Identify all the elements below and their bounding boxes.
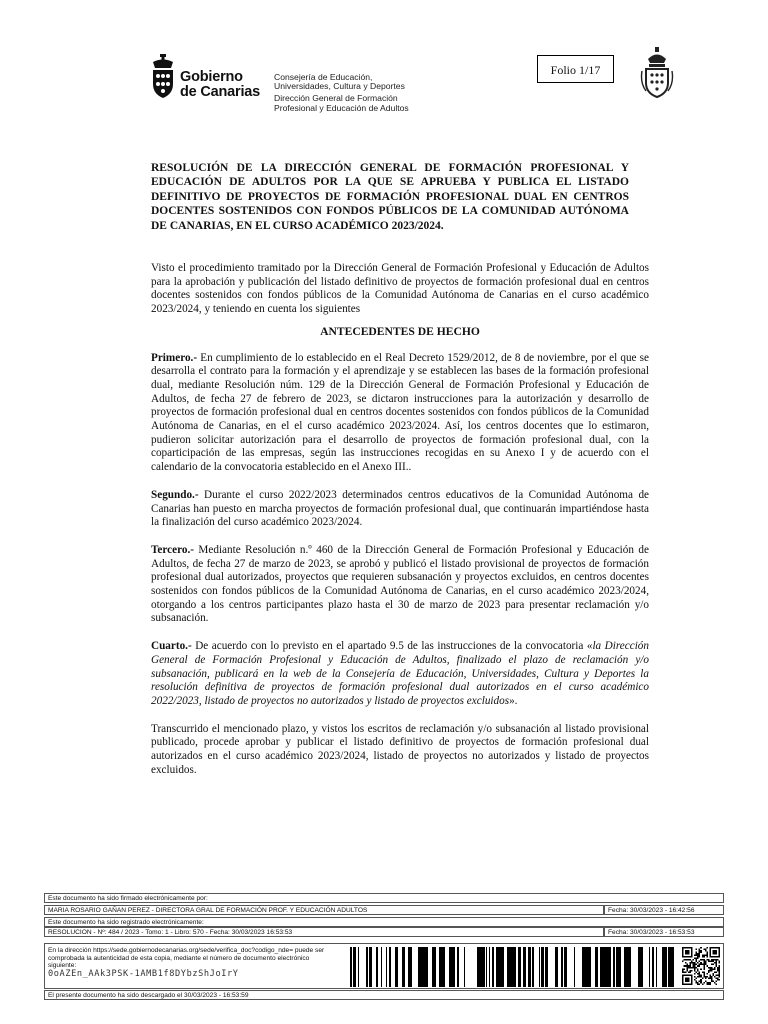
segundo-lead: Segundo.- (151, 488, 199, 501)
canarias-coat-of-arms-icon (640, 47, 674, 99)
tercero-text: Mediante Resolución n.º 460 de la Dirección General de Formación Profesional y Educación de Adultos, de fecha 27 de marzo de 2023, se aprobó y publicó el listado provisional de proyectos de formación profesional dual autorizados, proyectos que requieren subsanación y proyectos excluidos, en centros docentes sostenidos con fondos públicos de la Comunidad Autónoma de Canarias, en el curso académico 2023/2024, otorgando a los centros participantes plazo hasta el 30 de marzo de 2023 para presentar reclamación y/o subsanación. (151, 543, 649, 625)
government-name-line2: de Canarias (180, 84, 261, 100)
ministry-line2: Universidades, Cultura y Deportes (274, 81, 405, 92)
ministry-block (274, 73, 409, 113)
verification-code: 0oAZEn_AAk3PSK-1AMB1f8DYbzShJoIrY (48, 969, 239, 979)
download-note: El presente documento ha sido descargado el 30/03/2023 - 16:53:59 (44, 990, 724, 1000)
intro-paragraph: Visto el procedimiento tramitado por la Dirección General de Formación Profesional y Educación de Adultos para la aprobación y publicación del listado definitivo de proyectos de formación profesional dual en centros docentes sostenidos con fondos públicos de la Comunidad Autónoma de Canarias en el curso académico 2023/2024, y teniendo en cuenta los siguientes (151, 262, 649, 316)
primero-text: En cumplimiento de lo establecido en el Real Decreto 1529/2012, de 8 de noviembre, por el que se desarrolla el contrato para la formación y el aprendizaje y se establecen las bases de la formación profesional dual, mediante Resolución núm. 129 de la Dirección General de Formación Profesional y Educación de Adultos, de fecha 27 de febrero de 2023, se dictaron instrucciones para la autorización y desarrollo de proyectos de formación profesional dual en centros docentes sostenidos con fondos públicos de la Comunidad Autónoma de Canarias, en el el curso académico 2023/2024. Así, los centros docentes que lo estimaron, pudieron solicitar autorización para el desarrollo de proyectos de formación profesional dual, con la coparticipación de las empresas, según las instrucciones recogidas en su Anexo I y de acuerdo con el calendario de la convocatoria establecido en el Anexo III.. (151, 351, 649, 474)
registered-label: Este documento ha sido registrado electrónicamente: (44, 917, 724, 927)
paragraph-tercero (151, 544, 649, 626)
ministry-line1: Consejería de Educación, (274, 72, 373, 82)
document-body (151, 262, 649, 792)
gobierno-canarias-logo-icon (150, 54, 176, 100)
cuarto-text: De acuerdo con lo previsto en el apartado 9.5 de las instrucciones de la convocatoria « (191, 640, 593, 653)
government-name-line1: Gobierno (180, 69, 243, 85)
section-heading: ANTECEDENTES DE HECHO (320, 324, 480, 338)
segundo-text: Durante el curso 2022/2023 determinados centros educativos de la Comunidad Autónoma de Canarias han puesto en marcha proyectos de formación profesional dual, que continuarán impartiéndose hasta la finalización del curso académico 2023/2024. (151, 488, 649, 529)
tercero-lead: Tercero.- (151, 543, 194, 556)
paragraph-segundo (151, 489, 649, 530)
signature-footer (44, 893, 724, 1000)
qr-code-icon (682, 947, 720, 985)
cuarto-close: ». (509, 694, 518, 707)
closing-paragraph: Transcurrido el mencionado plazo, y vistos los escritos de reclamación y/o subsanación al listado provisional publicado, procede aprobar y publicar el listado definitivo de proyectos de formación profesional dual autorizados en el curso académico 2023/2024, listado de proyectos no autorizados y listado de proyectos excluidos. (151, 722, 649, 776)
government-name (180, 70, 260, 100)
registry-entry: RESOLUCION - Nº: 484 / 2023 - Tomo: 1 - Libro: 570 - Fecha: 30/03/2023 16:53:53 (44, 927, 604, 937)
directorate-line1: Dirección General de Formación (274, 93, 398, 104)
cuarto-lead: Cuarto.- (151, 640, 192, 653)
resolution-title: RESOLUCIÓN DE LA DIRECCIÓN GENERAL DE FORMACIÓN PROFESIONAL Y EDUCACIÓN DE ADULTOS POR LA QUE SE APRUEBA Y PUBLICA EL LISTADO DEFINITIVO DE PROYECTOS DE FORMACIÓN PROFESIONAL DUAL EN CENTROS DOCENTES SOSTENIDOS CON FONDOS PÚBLICOS DE LA COMUNIDAD AUTÓNOMA DE CANARIAS, EN EL CURSO ACADÉMICO 2023/2024. (151, 162, 629, 232)
paragraph-cuarto (151, 640, 649, 709)
verification-box (44, 943, 724, 989)
registry-date: Fecha: 30/03/2023 - 16:53:53 (604, 927, 724, 937)
directorate-line2: Profesional y Educación de Adultos (274, 102, 409, 113)
cuarto-quote: la Dirección General de Formación Profesional y Educación de Adultos, finalizado el plazo de reclamación y/o subsanación, publicará en la web de la Consejería de Educación, Universidades, Cultura y Deportes la resolución definitiva de proyectos de formación profesional dual autorizados en el curso académico 2022/2023, listado de proyectos no autorizados y listado de proyectos excluidos (151, 640, 649, 707)
folio-box: Folio 1/17 (537, 55, 614, 83)
verification-note: En la dirección https://sede.gobiernodecanarias.org/sede/verifica_doc?codigo_nde= puede ser comprobada la autenticidad de esta copia, mediante el número de documento electrónico siguiente: (48, 947, 325, 969)
primero-lead: Primero.- (151, 351, 198, 364)
barcode-icon (348, 947, 676, 987)
paragraph-primero (151, 352, 649, 475)
signed-label: Este documento ha sido firmado electrónicamente por: (44, 893, 724, 903)
signer-name: MARIA ROSARIO GAÑAN PEREZ - DIRECTORA GRAL DE FORMACIÓN PROF. Y EDUCACIÓN ADULTOS (44, 905, 604, 915)
signer-date: Fecha: 30/03/2023 - 16:42:56 (604, 905, 724, 915)
